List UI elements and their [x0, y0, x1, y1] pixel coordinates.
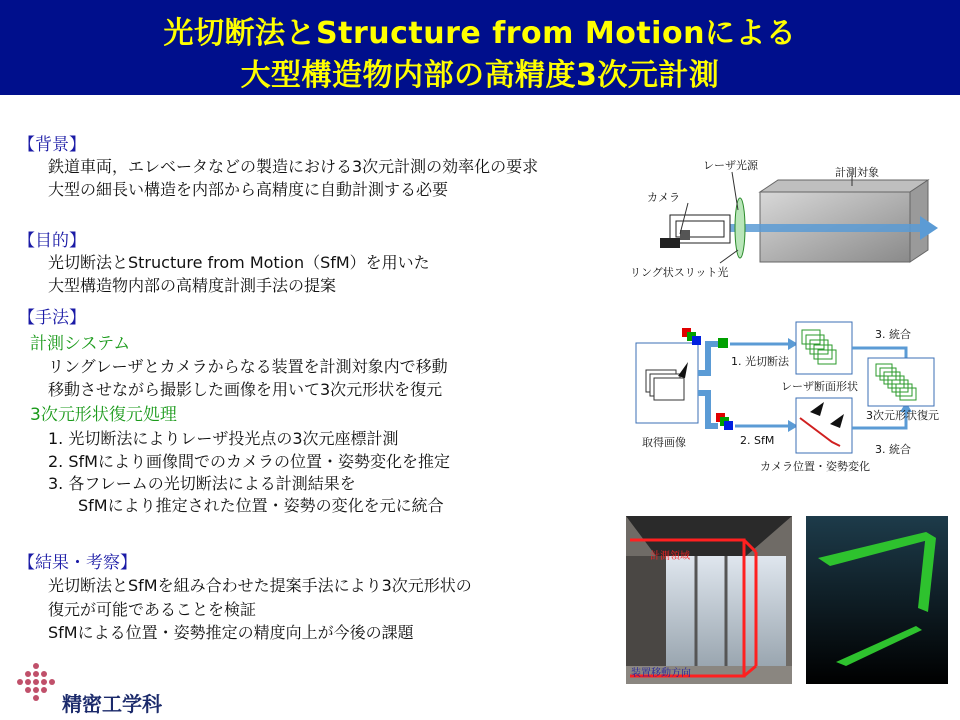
green-marker: [718, 338, 728, 348]
title-line-2: 大型構造物内部の高精度3次元計測: [240, 58, 720, 93]
purpose-heading: 【目的】: [18, 231, 86, 251]
camera-body: [660, 238, 680, 248]
corridor-photo: [626, 516, 792, 684]
method-step: 1. 光切断法によりレーザ投光点の3次元座標計測: [48, 429, 399, 448]
background-line: 大型の細長い構造を内部から高精度に自動計測する必要: [48, 180, 449, 199]
camera-pose-box: [796, 398, 852, 453]
background-heading: 【背景】: [18, 135, 86, 155]
system-line: リングレーザとカメラからなる装置を計測対象内で移動: [48, 357, 448, 376]
motion-arrow-head: [920, 216, 938, 240]
purpose-line: 大型構造物内部の高精度計測手法の提案: [48, 276, 337, 295]
purpose-line: 光切断法とStructure from Motion（SfM）を用いた: [48, 253, 430, 272]
target-box-top: [760, 180, 928, 192]
top-connector: [698, 344, 718, 373]
system-title: 計測システム: [30, 334, 131, 354]
results-heading: 【結果・考察】: [18, 553, 137, 573]
system-line: 移動させながら撮影した画像を用いて3次元形状を復元: [48, 380, 443, 399]
step1-label: 1. 光切断法: [731, 355, 789, 368]
integrate-top-label: 3. 統合: [875, 328, 911, 341]
blue-square: [692, 336, 701, 345]
department-name: 精密工学科: [62, 692, 162, 716]
region-label: 計測領域: [650, 551, 690, 562]
acquired-label: 取得画像: [642, 436, 686, 449]
camera-pose-label: カメラ位置・姿勢変化: [760, 460, 870, 473]
recon-box: [868, 358, 934, 406]
direction-label: 装置移動方向: [631, 668, 691, 679]
blue-marker: [724, 421, 733, 430]
method-step: 2. SfMにより画像間でのカメラの位置・姿勢変化を推定: [48, 452, 450, 471]
camera-lens: [680, 230, 690, 240]
results-line: 復元が可能であることを検証: [48, 600, 257, 619]
ring-leader: [720, 250, 738, 263]
method-step: SfMにより推定された位置・姿勢の変化を元に統合: [78, 496, 444, 515]
ring-slit: [735, 198, 745, 258]
laser-shape-label: レーザ断面形状: [781, 380, 858, 393]
integrate-bottom-label: 3. 統合: [875, 443, 911, 456]
ring-label: リング状スリット光: [630, 266, 729, 279]
results-line: 光切断法とSfMを組み合わせた提案手法により3次元形状の: [48, 576, 472, 595]
camera-label: カメラ: [647, 191, 680, 204]
title-banner: [0, 0, 960, 95]
title-line-1: 光切断法とStructure from Motionによる: [163, 16, 797, 51]
results-line: SfMによる位置・姿勢推定の精度向上が今後の課題: [48, 623, 414, 642]
department-logo-icon: [8, 660, 64, 712]
method-heading: 【手法】: [18, 308, 86, 328]
laser-leader: [732, 172, 738, 210]
target-label: 計測対象: [835, 166, 879, 179]
background-line: 鉄道車両，エレベータなどの製造における3次元計測の効率化の要求: [48, 157, 539, 176]
bottom-connector: [698, 393, 718, 426]
method-step: 3. 各フレームの光切断法による計測結果を: [48, 474, 356, 493]
recon-title: 3次元形状復元処理: [30, 405, 177, 425]
laser-label: レーザ光源: [703, 159, 758, 172]
result-3d-image: [806, 516, 948, 684]
recon-label: 3次元形状復元: [866, 409, 939, 422]
step2-label: 2. SfM: [740, 434, 775, 447]
